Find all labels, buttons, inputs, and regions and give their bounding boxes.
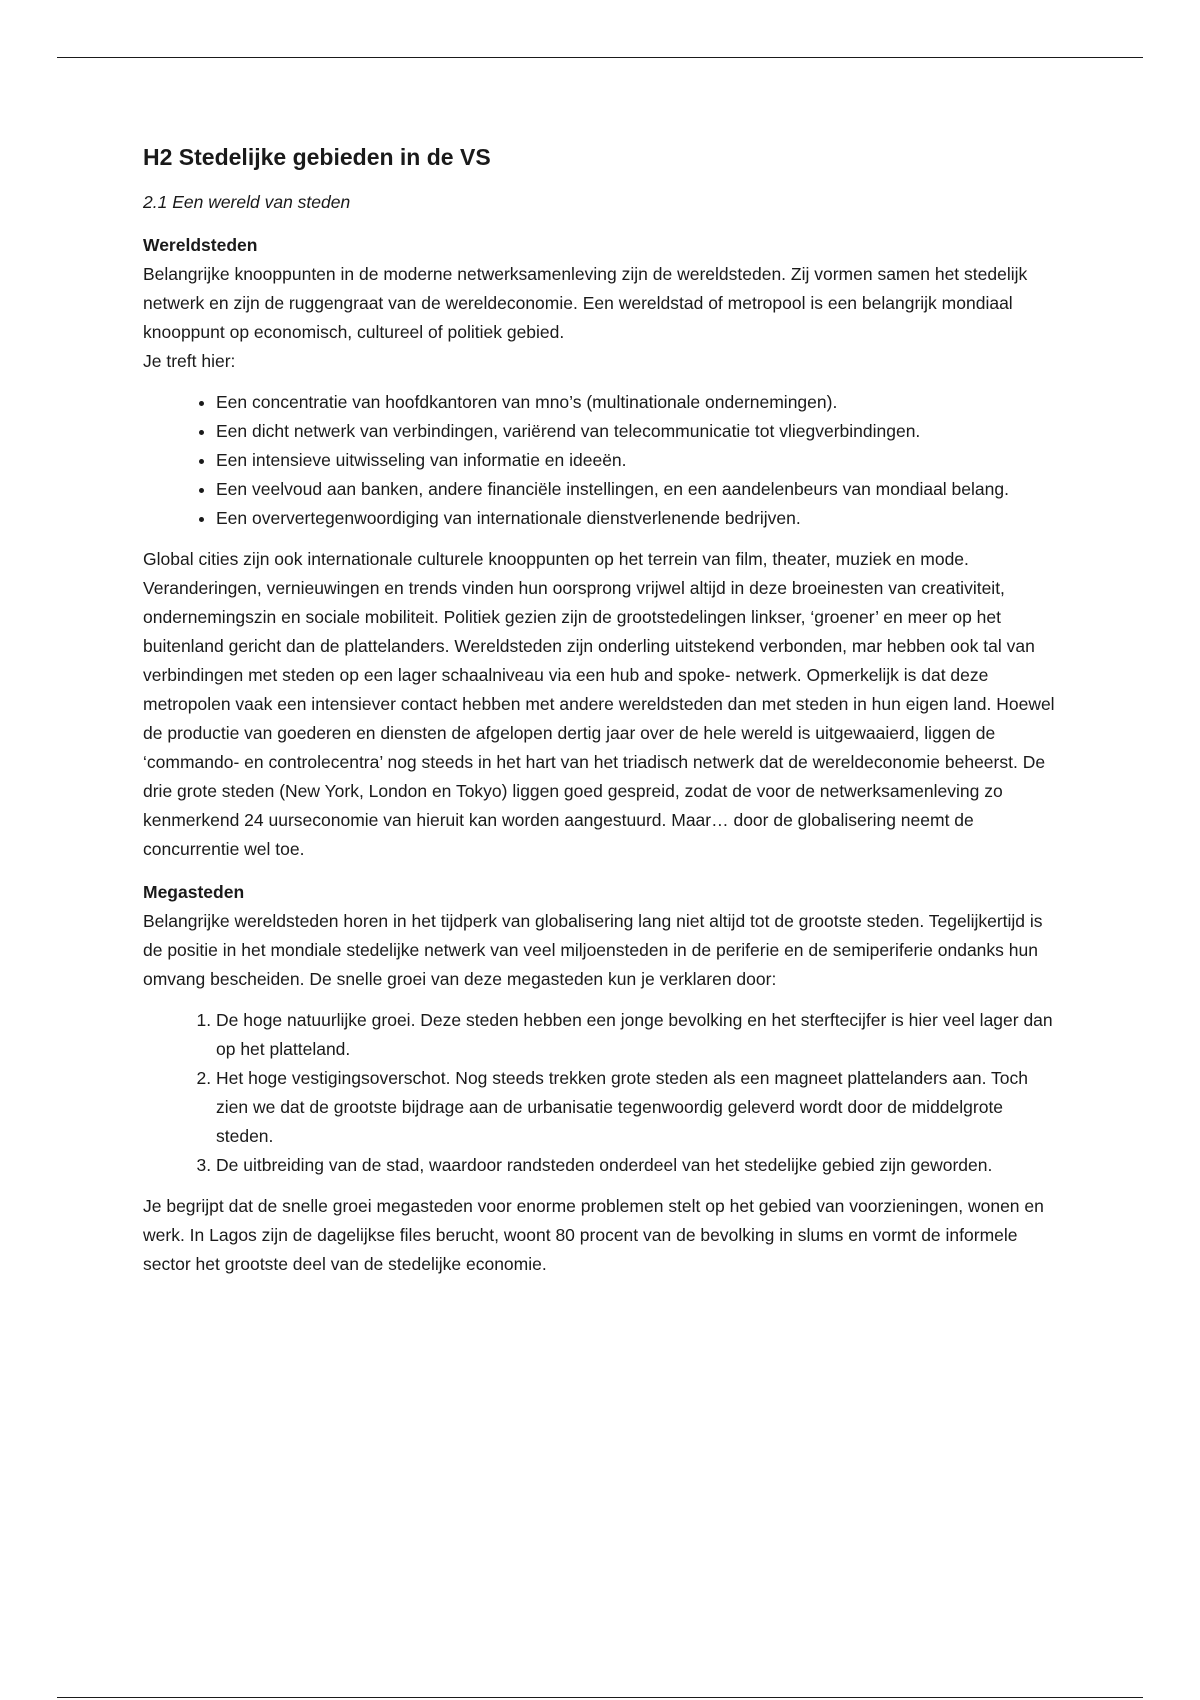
wereldsteden-bullet-list	[143, 388, 1063, 533]
wereldsteden-lead: Je treft hier:	[143, 351, 236, 371]
list-item: • Een concentratie van hoofdkantoren van mno’s (multinationale ondernemingen).	[216, 388, 1063, 417]
list-item: • Een oververtegenwoordiging van internationale dienstverlenende bedrijven.	[216, 504, 1063, 533]
list-item: • Een veelvoud aan banken, andere financiële instellingen, en een aandelenbeurs van mondiaal belang.	[216, 475, 1063, 504]
megasteden-heading: Megasteden	[143, 882, 245, 902]
list-item: • Een dicht netwerk van verbindingen, variërend van telecommunicatie tot vliegverbindingen.	[216, 417, 1063, 446]
megasteden-conclusion: Je begrijpt dat de snelle groei megasteden voor enorme problemen stelt op het gebied van voorzieningen, wonen en werk. In Lagos zijn de dagelijkse files berucht, woont 80 procent van de bevolking in slums en vormt de informele sector het grootste deel van de stedelijke economie.	[143, 1196, 1044, 1274]
document-body	[143, 140, 1063, 1279]
megasteden-intro: Belangrijke wereldsteden horen in het tijdperk van globalisering lang niet altijd tot de grootste steden. Tegelijkertijd is de positie in het mondiale stedelijke netwerk van veel miljoensteden in de periferie en de semiperiferie ondanks hun omvang bescheiden. De snelle groei van deze megasteden kun je verklaren door:	[143, 911, 1043, 989]
section-subheading: 2.1 Een wereld van steden	[143, 192, 351, 212]
wereldsteden-heading: Wereldsteden	[143, 235, 258, 255]
list-item: 2. Het hoge vestigingsoverschot. Nog steeds trekken grote steden als een magneet plattelanders aan. Toch zien we dat de grootste bijdrage aan de urbanisatie tegenwoordig geleverd wordt door de middelgrote steden.	[216, 1064, 1063, 1151]
footer-rule	[57, 1697, 1143, 1698]
list-item: • Een intensieve uitwisseling van informatie en ideeën.	[216, 446, 1063, 475]
megasteden-numbered-list	[143, 1006, 1063, 1180]
wereldsteden-body: Global cities zijn ook internationale culturele knooppunten op het terrein van film, theater, muziek en mode. Veranderingen, vernieuwingen en trends vinden hun oorsprong vrijwel altijd in deze broeinesten van creativiteit, ondernemingszin en sociale mobiliteit. Politiek gezien zijn de grootstedelingen linkser, ‘groener’ en meer op het buitenland gericht dan de plattelanders. Wereldsteden zijn onderling uitstekend verbonden, mar hebben ook tal van verbindingen met steden op een lager schaalniveau via een hub and spoke- netwerk. Opmerkelijk is dat deze metropolen vaak een intensiever contact hebben met andere wereldsteden dan met steden in hun eigen land. Hoewel de productie van goederen en diensten de afgelopen dertig jaar over de hele wereld is uitgewaaierd, liggen de ‘commando- en controlecentra’ nog steeds in het hart van het triadisch netwerk dat de wereldeconomie beheerst. De drie grote steden (New York, London en Tokyo) liggen goed gespreid, zodat de voor de netwerksamenleving zo kenmerkend 24 uurseconomie van hieruit kan worden aangestuurd. Maar… door de globalisering neemt de concurrentie wel toe.	[143, 549, 1055, 859]
wereldsteden-intro: Belangrijke knooppunten in de moderne netwerksamenleving zijn de wereldsteden. Zij vormen samen het stedelijk netwerk en zijn de ruggengraat van de wereldeconomie. Een wereldstad of metropool is een belangrijk mondiaal knooppunt op economisch, cultureel of politiek gebied.	[143, 264, 1028, 342]
list-item: 3. De uitbreiding van de stad, waardoor randsteden onderdeel van het stedelijke gebied zijn geworden.	[216, 1151, 1063, 1180]
chapter-heading: H2 Stedelijke gebieden in de VS	[143, 144, 491, 170]
header-rule	[57, 57, 1143, 58]
list-item: 1. De hoge natuurlijke groei. Deze steden hebben een jonge bevolking en het sterftecijfer is hier veel lager dan op het platteland.	[216, 1006, 1063, 1064]
